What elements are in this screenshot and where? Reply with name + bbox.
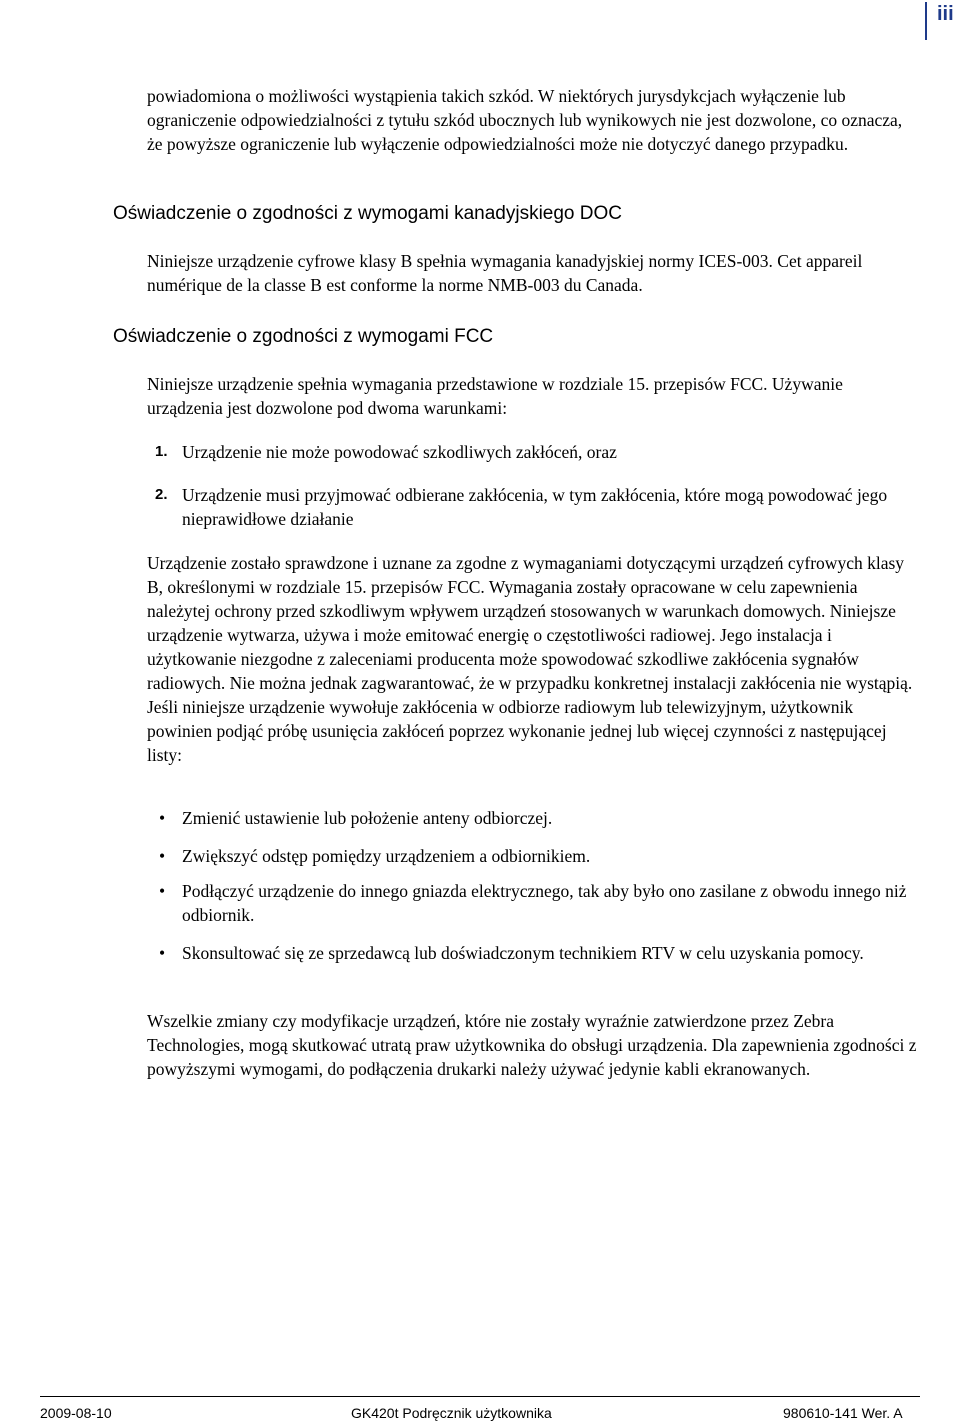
footer-doc-number: 980610-141 Wer. A bbox=[783, 1405, 903, 1421]
doc-section-paragraph: Niniejsze urządzenie cyfrowe klasy B spełnia wymagania kanadyjskiej normy ICES-003. Cet appareil numérique de la classe B est conforme la norme NMB-003 du Canada. bbox=[147, 251, 863, 295]
fcc-condition-item bbox=[147, 440, 917, 464]
condition-number: 1. bbox=[155, 443, 168, 460]
fcc-condition-item bbox=[147, 483, 917, 531]
bullet-icon: • bbox=[159, 846, 166, 866]
fcc-tested-paragraph: Urządzenie zostało sprawdzone i uznane za zgodne z wymaganiami dotyczącymi urządzeń cyfrowych klasy B, określonymi w rozdziale 15. przepisów FCC. Wymagania zostały opracowane w celu zapewnienia należytej ochrony przed szkodliwym wpływem urządzeń stosowanych w warunkach domowych. Niniejsze urządzenie wytwarza, używa i może emitować energię o częstotliwości radiowej. Jego instalacja i użytkowanie niezgodne z zaleceniami producenta może spowodować szkodliwe zakłócenia sygnałów radiowych. Nie można jednak zagwarantować, że w przypadku konkretnej instalacji zakłócenia nie wystąpią. Jeśli niniejsze urządzenie wywołuje zakłócenia w odbiorze radiowym lub telewizyjnym, użytkownik powinien podjąć próbę usunięcia zakłóceń poprzez wykonanie jednej lub więcej czynności z następującej listy: bbox=[147, 553, 913, 765]
bullet-icon: • bbox=[159, 943, 166, 963]
footer-divider bbox=[40, 1396, 920, 1397]
bullet-icon: • bbox=[159, 808, 166, 828]
bullet-icon: • bbox=[159, 881, 166, 901]
bullet-text: Skonsultować się ze sprzedawcą lub doświadczonym technikiem RTV w celu uzyskania pomocy. bbox=[182, 943, 864, 963]
fcc-closing-paragraph: Wszelkie zmiany czy modyfikacje urządzeń, które nie zostały wyraźnie zatwierdzone przez Zebra Technologies, mogą skutkować utratą praw użytkownika do obsługi urządzenia. Dla zapewnienia zgodności z powyższymi wymogami, do podłączenia drukarki należy używać jedynie kabli ekranowanych. bbox=[147, 1011, 917, 1079]
bullet-item bbox=[147, 941, 917, 965]
condition-text: Urządzenie musi przyjmować odbierane zakłócenia, w tym zakłócenia, które mogą powodować jego nieprawidłowe działanie bbox=[182, 485, 888, 529]
footer-title: GK420t Podręcznik użytkownika bbox=[351, 1405, 552, 1421]
condition-text: Urządzenie nie może powodować szkodliwych zakłóceń, oraz bbox=[182, 442, 617, 462]
condition-number: 2. bbox=[155, 486, 168, 503]
bullet-text: Podłączyć urządzenie do innego gniazda elektrycznego, tak aby było ono zasilane z obwodu innego niż odbiornik. bbox=[182, 881, 907, 925]
bullet-text: Zwiększyć odstęp pomiędzy urządzeniem a odbiornikiem. bbox=[182, 846, 591, 866]
bullet-item bbox=[147, 879, 917, 927]
fcc-section-heading: Oświadczenie o zgodności z wymogami FCC bbox=[113, 326, 494, 347]
footer-date: 2009-08-10 bbox=[40, 1405, 112, 1421]
fcc-section-paragraph: Niniejsze urządzenie spełnia wymagania przedstawione w rozdziale 15. przepisów FCC. Używanie urządzenia jest dozwolone pod dwoma warunkami: bbox=[147, 374, 843, 418]
page-number: iii bbox=[925, 2, 960, 40]
bullet-item bbox=[147, 844, 917, 868]
bullet-item bbox=[147, 806, 917, 830]
bullet-text: Zmienić ustawienie lub położenie anteny odbiorczej. bbox=[182, 808, 553, 828]
intro-paragraph: powiadomiona o możliwości wystąpienia takich szkód. W niektórych jurysdykcjach wyłączenie lub ograniczenie odpowiedzialności z tytułu szkód ubocznych lub wynikowych nie jest dozwolone, co oznacza, że powyższe ograniczenie lub wyłączenie odpowiedzialności może nie dotyczyć danego przypadku. bbox=[147, 86, 903, 154]
doc-section-heading: Oświadczenie o zgodności z wymogami kanadyjskiego DOC bbox=[113, 203, 623, 224]
